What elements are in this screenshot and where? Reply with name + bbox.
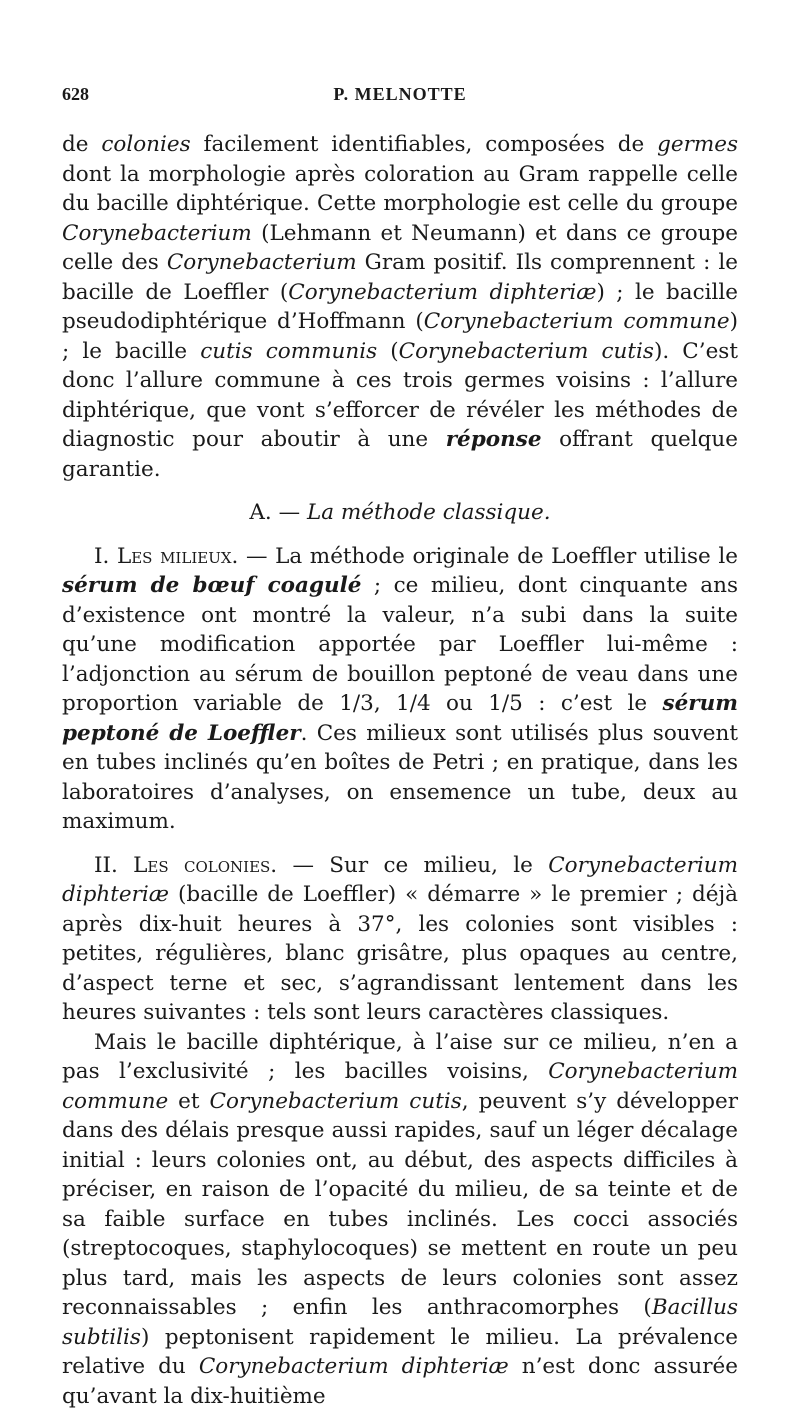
running-title: P. MELNOTTE: [62, 84, 738, 105]
section-heading-a: A. — La méthode classique.: [62, 498, 738, 528]
body-text: [62, 130, 738, 1411]
page-number: 628: [62, 84, 89, 105]
paragraph-milieux: I. Les milieux. — La méthode originale de Loeffler utilise le sérum de bœuf coagulé ; ce milieu, dont cinquante ans d’existence ont montré la valeur, n’a subi dans la suite qu’une modification apportée par Loeffler lui-même : l’adjonction au sérum de bouillon peptoné de veau dans une proportion variable de 1/3, 1/4 ou 1/5 : c’est le sérum peptoné de Loeffler. Ces milieux sont utilisés plus souvent en tubes inclinés qu’en boîtes de Petri ; en pratique, dans les laboratoires d’analyses, on ensemence un tube, deux au maximum.: [62, 542, 738, 837]
paragraph-bacille-diphterique: Mais le bacille diphtérique, à l’aise sur ce milieu, n’en a pas l’exclusivité ; les bacilles voisins, Corynebacterium commune et Corynebacterium cutis, peuvent s’y développer dans des délais presque aussi rapides, sauf un léger décalage initial : leurs colonies ont, au début, des aspects difficiles à préciser, en raison de l’opacité du milieu, de sa teinte et de sa faible surface en tubes inclinés. Les cocci associés (streptocoques, staphylocoques) se mettent en route un peu plus tard, mais les aspects de leurs colonies sont assez reconnaissables ; enfin les anthracomorphes (Bacillus subtilis) peptonisent rapidement le milieu. La prévalence relative du Corynebacterium diphteriæ n’est donc assurée qu’avant la dix-huitième: [62, 1028, 738, 1411]
paragraph-colonies: II. Les colonies. — Sur ce milieu, le Corynebacterium diphteriæ (bacille de Loeffler) « démarre » le premier ; déjà après dix-huit heures à 37°, les colonies sont visibles : petites, régulières, blanc grisâtre, plus opaques au centre, d’aspect terne et sec, s’agrandissant lentement dans les heures suivantes : tels sont leurs caractères classiques.: [62, 851, 738, 1028]
running-header: [62, 84, 738, 114]
paragraph-colonies-intro: de colonies facilement identifiables, composées de germes dont la morphologie après coloration au Gram rappelle celle du bacille diphtérique. Cette morphologie est celle du groupe Corynebacterium (Lehmann et Neumann) et dans ce groupe celle des Corynebacterium Gram positif. Ils comprennent : le bacille de Loeffler (Corynebacterium diphteriæ) ; le bacille pseudodiphtérique d’Hoffmann (Corynebacterium commune) ; le bacille cutis communis (Corynebacterium cutis). C’est donc l’allure commune à ces trois germes voisins : l’allure diphtérique, que vont s’efforcer de révéler les méthodes de diagnostic pour aboutir à une réponse offrant quelque garantie.: [62, 130, 738, 484]
